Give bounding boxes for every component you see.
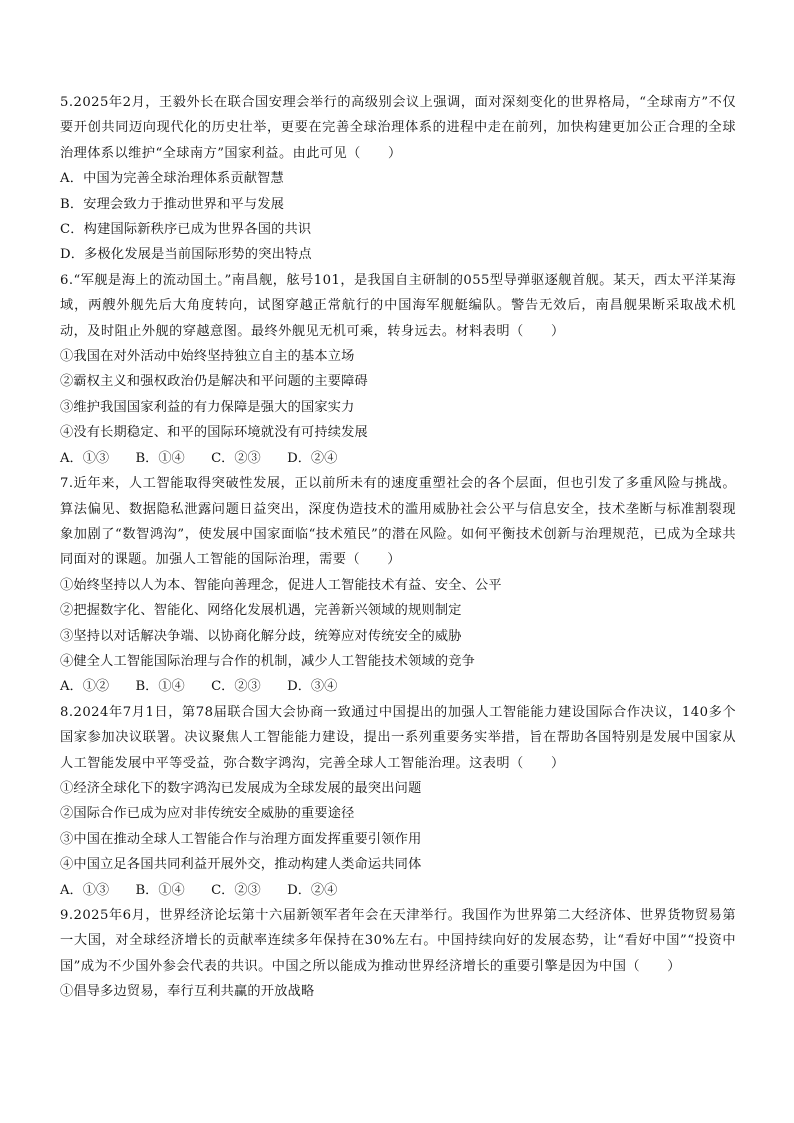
question-stem: 5.2025年2月，王毅外长在联合国安理会举行的高级别会议上强调，面对深刻变化的世界格局，“全球南方”不仅要开创共同迈向现代化的历史壮举，更要在完善全球治理体系的进程中走在前列，加快构建更加公正合理的全球治理体系以维护“全球南方”国家利益。由此可见（ ） xyxy=(60,95,736,161)
statement-3: ③坚持以对话解决争端、以协商化解分歧，统筹应对传统安全的威胁 xyxy=(60,628,462,644)
statement-4: ④中国立足各国共同利益开展外交，推动构建人类命运共同体 xyxy=(60,857,422,873)
question-stem: 6.“军舰是海上的流动国土。”南昌舰，舷号101，是我国自主研制的055型导弹驱逐舰首舰。某天，西太平洋某海域，两艘外舰先后大角度转向，试图穿越正常航行的中国海军舰艇编队。警告无效后，南昌舰果断采取战术机动，及时阻止外舰的穿越意图。最终外舰见无机可乘，转身远去。材料表明（ ） xyxy=(60,272,736,339)
statement-2: ②把握数字化、智能化、网络化发展机遇，完善新兴领域的规则制定 xyxy=(60,603,462,619)
statement-1: ①我国在对外活动中始终坚持独立自主的基本立场 xyxy=(60,349,355,365)
statement-3: ③中国在推动全球人工智能合作与治理方面发挥重要引领作用 xyxy=(60,831,422,847)
question-stem: 7.近年来，人工智能取得突破性发展，正以前所未有的速度重塑社会的各个层面，但也引发了多重风险与挑战。算法偏见、数据隐私泄露问题日益突出，深度伪造技术的滥用威胁社会公平与信息安全，技术垄断与标准割裂现象加剧了“数智鸿沟”，使发展中国家面临“技术殖民”的潜在风险。如何平衡技术创新与治理规范，已成为全球共同面对的课题。加强人工智能的国际治理，需要（ ） xyxy=(60,476,736,568)
answer-choices: A．①③ B．①④ C．②③ D．②④ xyxy=(60,882,338,898)
option-a: A．中国为完善全球治理体系贡献智慧 xyxy=(60,171,284,187)
question-5 xyxy=(60,90,736,268)
option-c: C．构建国际新秩序已成为世界各国的共识 xyxy=(60,222,312,238)
statement-2: ②霸权主义和强权政治仍是解决和平问题的主要障碍 xyxy=(60,374,368,390)
answer-choices: A．①③ B．①④ C．②③ D．②④ xyxy=(60,450,338,466)
statement-1: ①倡导多边贸易，奉行互利共赢的开放战略 xyxy=(60,984,315,1000)
statement-1: ①始终坚持以人为本、智能向善理念，促进人工智能技术有益、安全、公平 xyxy=(60,577,502,593)
question-8 xyxy=(60,700,736,903)
question-list xyxy=(60,90,736,1005)
statement-3: ③维护我国国家利益的有力保障是强大的国家实力 xyxy=(60,399,355,415)
statement-2: ②国际合作已成为应对非传统安全威胁的重要途径 xyxy=(60,806,355,822)
question-stem: 8.2024年7月1日，第78届联合国大会协商一致通过中国提出的加强人工智能能力建设国际合作决议，140多个国家参加决议联署。决议聚焦人工智能能力建设，提出一系列重要务实举措，旨在帮助各国特别是发展中国家从人工智能发展中平等受益，弥合数字鸿沟，完善全球人工智能治理。这表明（ ） xyxy=(60,704,736,771)
question-7 xyxy=(60,471,736,700)
option-d: D．多极化发展是当前国际形势的突出特点 xyxy=(60,247,312,263)
answer-choices: A．①② B．①④ C．②③ D．③④ xyxy=(60,679,338,695)
option-b: B．安理会致力于推动世界和平与发展 xyxy=(60,196,285,212)
statement-4: ④没有长期稳定、和平的国际环境就没有可持续发展 xyxy=(60,425,368,441)
question-stem: 9.2025年6月，世界经济论坛第十六届新领军者年会在天津举行。我国作为世界第二大经济体、世界货物贸易第一大国，对全球经济增长的贡献率连续多年保持在30%左右。中国持续向好的发展态势，让“看好中国”“投资中国”成为不少国外参会代表的共识。中国之所以能成为推动世界经济增长的重要引擎是因为中国（ ） xyxy=(60,908,736,974)
statement-4: ④健全人工智能国际治理与合作的机制，减少人工智能技术领域的竞争 xyxy=(60,653,476,669)
statement-1: ①经济全球化下的数字鸿沟已发展成为全球发展的最突出问题 xyxy=(60,780,422,796)
question-9 xyxy=(60,903,736,1005)
question-6 xyxy=(60,268,736,471)
